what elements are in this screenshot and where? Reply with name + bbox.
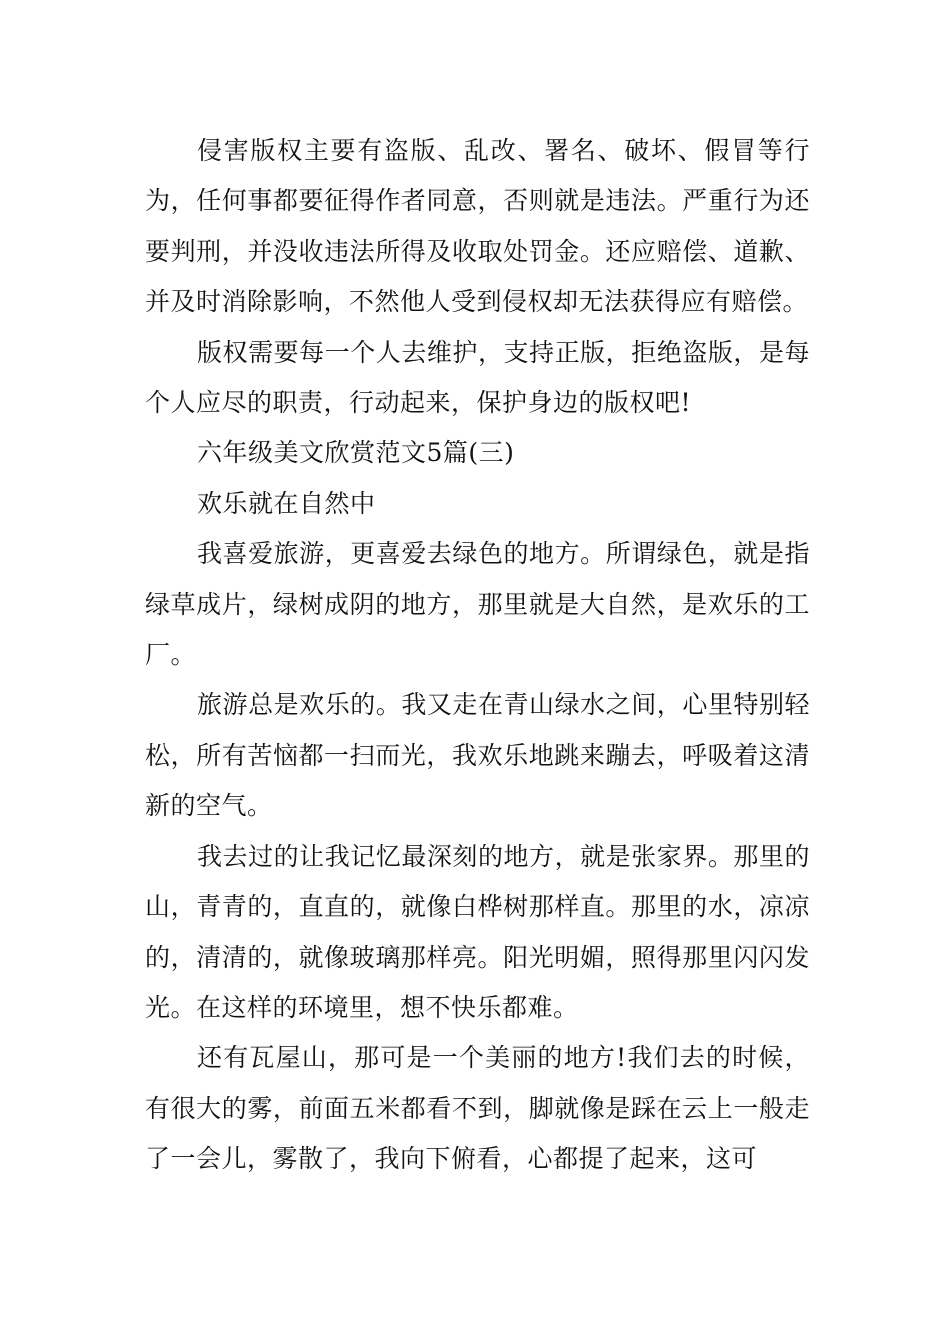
document-body: [145, 126, 810, 1185]
paragraph-copyright-protection: 版权需要每一个人去维护，支持正版，拒绝盗版，是每个人应尽的职责，行动起来，保护身边的版权吧!: [145, 337, 810, 418]
essay-paragraph-1: 我喜爱旅游，更喜爱去绿色的地方。所谓绿色，就是指绿草成片，绿树成阴的地方，那里就是大自然，是欢乐的工厂。: [145, 539, 810, 670]
essay-title: 欢乐就在自然中: [197, 488, 376, 518]
section-title: 六年级美文欣赏范文5篇(三): [197, 438, 515, 468]
paragraph-copyright-infringement: 侵害版权主要有盗版、乱改、署名、破坏、假冒等行为，任何事都要征得作者同意，否则就是违法。严重行为还要判刑，并没收违法所得及收取处罚金。还应赔偿、道歉、并及时消除影响，不然他人受到侵权却无法获得应有赔偿。: [145, 136, 810, 317]
essay-paragraph-3: 我去过的让我记忆最深刻的地方，就是张家界。那里的山，青青的，直直的，就像白桦树那样直。那里的水，凉凉的，清清的，就像玻璃那样亮。阳光明媚，照得那里闪闪发光。在这样的环境里，想不快乐都难。: [145, 841, 810, 1022]
essay-paragraph-2: 旅游总是欢乐的。我又走在青山绿水之间，心里特别轻松，所有苦恼都一扫而光，我欢乐地跳来蹦去，呼吸着这清新的空气。: [145, 690, 810, 821]
essay-paragraph-4: 还有瓦屋山，那可是一个美丽的地方!我们去的时候，有很大的雾，前面五米都看不到，脚就像是踩在云上一般走了一会儿，雾散了，我向下俯看，心都提了起来，这可: [145, 1043, 810, 1174]
